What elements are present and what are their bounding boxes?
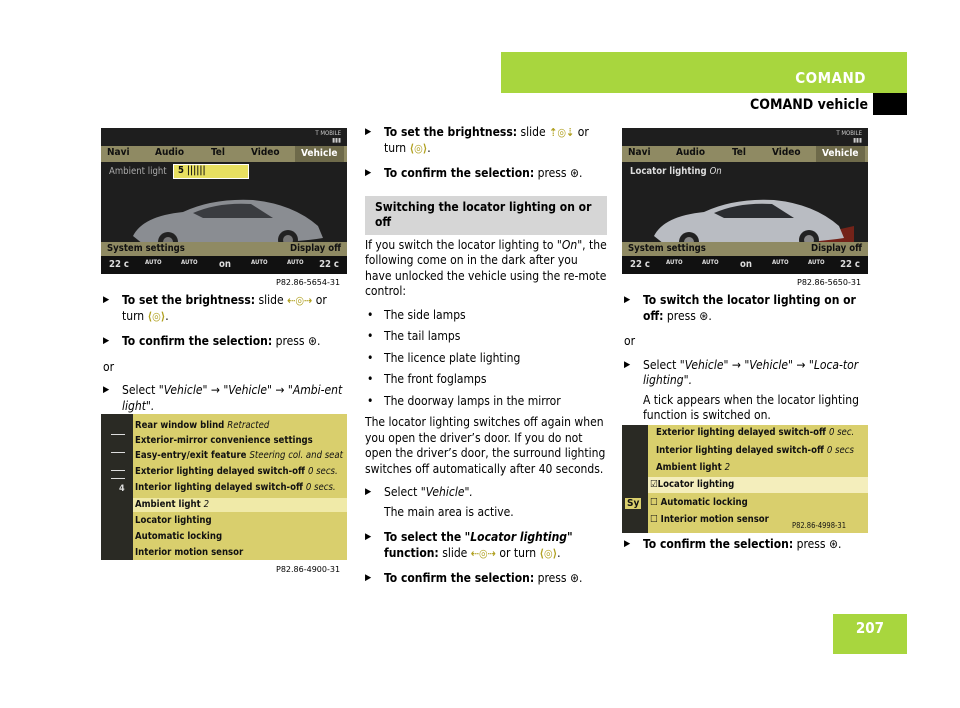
- menu-video: Video: [772, 147, 801, 158]
- list-item: ☑Locator lighting: [650, 479, 735, 490]
- figure-caption: P82.86-5654-31: [276, 278, 341, 287]
- press-controller-icon: ⊛: [307, 334, 318, 348]
- or-text: or: [624, 334, 636, 348]
- instruction-step: ▶ To set the brightness: slide ⇠◎⇢ or turn ⟨◎⟩.: [103, 293, 327, 323]
- turn-controller-icon: ⟨◎⟩: [539, 546, 558, 560]
- step-note: A tick appears when the locator lighting function is switched on.: [643, 392, 859, 422]
- list-item: Ambient light 2: [656, 462, 731, 473]
- temp-right: 22 c: [319, 259, 339, 270]
- column-2: [365, 125, 607, 597]
- menu-video: Video: [251, 147, 280, 158]
- press-controller-icon: ⊛: [828, 537, 839, 551]
- temp-left: 22 c: [630, 259, 650, 270]
- list-item: Interior motion sensor: [135, 547, 244, 558]
- press-controller-icon: ⊛: [569, 571, 580, 585]
- list-item: Exterior-mirror convenience settings: [135, 435, 313, 446]
- temp-right: 22 c: [840, 259, 860, 270]
- figure-ambient-light-screen: [101, 128, 347, 274]
- temp-left: 22 c: [109, 259, 129, 270]
- paragraph: The locator lighting switches off again when you open the driver’s door. If you do not open the driver’s door, the surround lighting switches off automatically after 40 seconds.: [365, 415, 606, 476]
- mobile-status: T MOBILE ▮▮▮: [315, 130, 341, 144]
- column-3: [624, 293, 869, 434]
- list-item: • The licence plate lighting: [367, 350, 521, 365]
- setting-label: Ambient light: [109, 166, 167, 177]
- display-off-label: Display off: [290, 243, 341, 254]
- scale-bar: 4: [101, 414, 133, 560]
- figure-caption: P82.86-4998-31: [792, 521, 847, 530]
- figure-caption: P82.86-4900-31: [276, 565, 341, 574]
- side-bar: Sy: [622, 425, 648, 533]
- menu-navi: Navi: [107, 147, 130, 158]
- menu-bar: [622, 146, 868, 162]
- setting-value: 5 ||||||: [173, 164, 249, 179]
- figure-caption: P82.86-5650-31: [797, 278, 862, 287]
- list-item: Ambient light 2: [135, 499, 210, 510]
- climate-auto: AUTO: [181, 259, 198, 266]
- press-controller-icon: ⊛: [699, 308, 709, 323]
- climate-on: on: [219, 259, 231, 270]
- climate-bar: [101, 256, 347, 274]
- arrow-icon: ▶: [103, 295, 110, 305]
- list-item: Locator lighting: [135, 515, 212, 526]
- instruction-step: ▶ To confirm the selection: press ⊛.: [624, 537, 842, 551]
- list-item: • The front foglamps: [367, 372, 487, 386]
- instruction-step: ▶ Select "Vehicle" → "Vehicle" → "Ambi-ent light".: [103, 383, 343, 413]
- climate-auto: AUTO: [772, 259, 789, 266]
- column-3-end: [624, 537, 869, 563]
- arrow-icon: ▶: [624, 539, 631, 549]
- arrow-icon: ▶: [365, 127, 372, 137]
- figure-locator-lighting-screen: [622, 128, 868, 274]
- menu-bar: [101, 146, 347, 162]
- column-1: [103, 293, 348, 424]
- instruction-step: ▶ Select "Vehicle" → "Vehicle" → "Loca-tor lighting".: [624, 357, 859, 387]
- arrow-icon: ▶: [365, 168, 372, 178]
- menu-tel: Tel: [732, 147, 746, 158]
- climate-auto: AUTO: [666, 259, 683, 266]
- slide-up-down-icon: ⇡◎⇣: [549, 126, 575, 139]
- climate-auto: AUTO: [287, 259, 304, 266]
- or-text: or: [103, 359, 115, 374]
- menu-audio: Audio: [155, 147, 185, 158]
- instruction-step: ▶ To confirm the selection: press ⊛.: [365, 571, 583, 585]
- figure-locator-tick-list: [622, 425, 868, 533]
- menu-vehicle: Vehicle: [295, 146, 344, 162]
- checkbox-icon: ☐: [650, 514, 658, 525]
- list-item: • The side lamps: [367, 307, 466, 322]
- instruction-step: ▶ To set the brightness: slide ⇡◎⇣ or turn ⟨◎⟩.: [365, 125, 589, 155]
- list-item: Exterior lighting delayed switch-off 0 sec.: [656, 427, 855, 438]
- instruction-step: ▶ To select the "Locator lighting" function: slide ⇠◎⇢ or turn ⟨◎⟩.: [365, 530, 573, 560]
- instruction-step: ▶ To confirm the selection: press ⊛.: [365, 166, 583, 180]
- mobile-status: T MOBILE ▮▮▮: [836, 130, 862, 144]
- list-item: Interior lighting delayed switch-off 0 secs.: [135, 482, 336, 493]
- arrow-icon: ▶: [365, 573, 372, 583]
- page-number: 207: [855, 619, 885, 637]
- climate-on: on: [740, 259, 752, 270]
- list-item: Exterior lighting delayed switch-off 0 secs.: [135, 466, 338, 477]
- arrow-icon: ▶: [365, 532, 372, 542]
- figure-vehicle-menu-list: [101, 414, 347, 560]
- climate-auto: AUTO: [145, 259, 162, 266]
- checkbox-checked-icon: ☑: [650, 479, 658, 490]
- list-item: ☐ Interior motion sensor: [650, 514, 769, 525]
- checkbox-icon: ☐: [650, 497, 658, 508]
- paragraph: If you switch the locator lighting to "On", the following come on in the dark after you have unlocked the vehicle using the re-mote control:: [365, 237, 607, 298]
- list-item: Rear window blind Retracted: [135, 420, 270, 431]
- instruction-step: ▶ To confirm the selection: press ⊛.: [103, 334, 321, 348]
- arrow-icon: ▶: [103, 385, 110, 395]
- climate-bar: [622, 256, 868, 274]
- bottom-bar: [101, 242, 347, 256]
- display-off-label: Display off: [811, 243, 862, 254]
- bottom-bar: [622, 242, 868, 256]
- system-settings-label: System settings: [107, 243, 185, 254]
- subsection-title: COMAND vehicle: [750, 97, 868, 113]
- menu-vehicle: Vehicle: [816, 146, 865, 162]
- arrow-icon: ▶: [365, 487, 372, 497]
- arrow-icon: ▶: [624, 295, 631, 305]
- turn-controller-icon: ⟨◎⟩: [147, 309, 166, 323]
- slide-left-right-icon: ⇠◎⇢: [287, 294, 313, 307]
- climate-auto: AUTO: [808, 259, 825, 266]
- turn-controller-icon: ⟨◎⟩: [409, 141, 428, 155]
- press-controller-icon: ⊛: [569, 166, 580, 180]
- setting-label: Locator lighting On: [630, 166, 722, 177]
- section-heading-box: Switching the locator lighting on or off: [365, 196, 607, 235]
- step-note: The main area is active.: [384, 504, 514, 519]
- arrow-icon: ▶: [103, 336, 110, 346]
- list-item: • The doorway lamps in the mirror: [367, 393, 561, 408]
- system-settings-label: System settings: [628, 243, 706, 254]
- climate-auto: AUTO: [251, 259, 268, 266]
- list-item: • The tail lamps: [367, 329, 461, 343]
- slide-left-right-icon: ⇠◎⇢: [470, 546, 496, 560]
- climate-auto: AUTO: [702, 259, 719, 266]
- list-item: Easy-entry/exit feature Steering col. and seat: [135, 450, 344, 461]
- section-title: COMAND: [795, 69, 866, 87]
- list-item: Interior lighting delayed switch-off 0 secs: [656, 445, 854, 456]
- arrow-icon: ▶: [624, 359, 631, 370]
- menu-audio: Audio: [676, 147, 706, 158]
- list-item: ☐ Automatic locking: [650, 497, 748, 508]
- list-item: Automatic locking: [135, 531, 223, 542]
- menu-navi: Navi: [628, 147, 651, 158]
- header-tab: [873, 93, 907, 115]
- instruction-step: ▶ Select "Vehicle".: [365, 485, 473, 499]
- instruction-step: ▶ To switch the locator lighting on or off: press ⊛.: [624, 293, 856, 323]
- menu-tel: Tel: [211, 147, 225, 158]
